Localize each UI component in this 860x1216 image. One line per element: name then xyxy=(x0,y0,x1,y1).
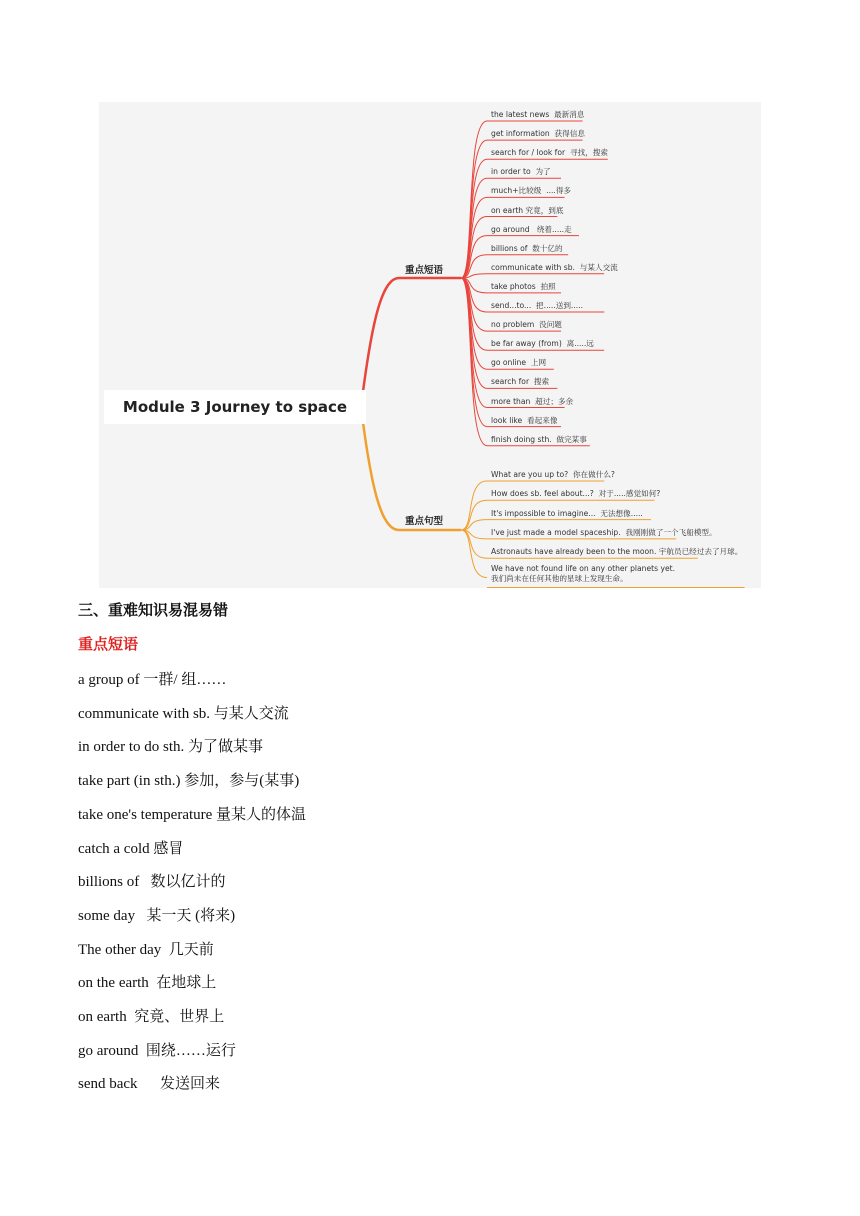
phrase-leaf: take photos 拍照 xyxy=(491,281,556,291)
phrase-leaf: in order to 为了 xyxy=(491,167,551,177)
phrase-leaf: look like 看起来像 xyxy=(491,415,558,425)
sentence-leaf: Astronauts have already been to the moon. 宇航员已经过去了月球。 xyxy=(491,547,743,557)
leaf-connector xyxy=(461,178,487,278)
section-heading: 三、重难知识易混易错 xyxy=(78,601,229,619)
phrase-item: The other day 几天前 xyxy=(78,941,214,958)
phrase-item: some day 某一天 (将来) xyxy=(78,907,236,924)
phrase-leaf: no problem 没问题 xyxy=(491,320,562,330)
phrase-leaf: communicate with sb. 与某人交流 xyxy=(491,262,618,272)
leaf-connector xyxy=(461,197,487,278)
phrase-leaf: much+比较级 ....得多 xyxy=(491,186,572,196)
phrase-item: take part (in sth.) 参加，参与(某事) xyxy=(78,773,300,790)
mindmap-image xyxy=(99,102,761,588)
phrase-item: in order to do sth. 为了做某事 xyxy=(78,739,263,756)
phrase-leaf: finish doing sth. 做完某事 xyxy=(491,434,587,444)
leaf-connector xyxy=(461,500,487,530)
phrase-leaf: search for 搜索 xyxy=(491,377,550,387)
branch-label-phrases: 重点短语 xyxy=(405,265,444,276)
phrase-item: take one's temperature 量某人的体温 xyxy=(78,806,307,823)
phrase-item: a group of 一群/ 组…… xyxy=(78,672,227,688)
phrase-leaf: search for / look for 寻找，搜索 xyxy=(491,148,608,158)
phrase-item: catch a cold 感冒 xyxy=(78,840,184,857)
phrase-leaf: the latest news 最新消息 xyxy=(491,110,585,119)
phrase-leaf: be far away (from) 离.....远 xyxy=(491,339,594,349)
phrase-leaf: go online 上网 xyxy=(491,358,547,368)
phrase-leaf: get information 获得信息 xyxy=(491,129,585,139)
sentence-leaf: What are you up to? 你在做什么? xyxy=(491,470,615,479)
sentence-leaf: How does sb. feel about...? 对于.....感觉如何? xyxy=(491,489,661,499)
branch-connector xyxy=(361,278,461,407)
phrase-leaf: send...to... 把.....送到..... xyxy=(491,301,583,310)
phrase-leaf: billions of 数十亿的 xyxy=(491,243,563,253)
sentence-leaf: We have not found life on any other planets yet. 我们尚未在任何其他的星球上发现生命。 xyxy=(491,563,676,583)
phrase-item: on earth 究竟、世界上 xyxy=(78,1009,225,1025)
phrase-item: communicate with sb. 与某人交流 xyxy=(78,705,289,722)
branch-connector xyxy=(361,407,461,530)
phrase-item: billions of 数以亿计的 xyxy=(78,874,226,891)
phrase-leaf: more than 超过；多余 xyxy=(491,396,574,406)
branch-label-sentences: 重点句型 xyxy=(405,516,444,527)
sub-heading: 重点短语 xyxy=(78,635,139,653)
leaf-connector xyxy=(461,217,487,279)
sentence-leaf: I've just made a model spaceship. 我刚刚做了一个飞船模型。 xyxy=(491,527,717,537)
phrase-item: go around 围绕……运行 xyxy=(78,1042,236,1059)
leaf-connector xyxy=(461,278,487,369)
phrase-leaf: on earth 究竟，到底 xyxy=(491,205,564,215)
sentence-leaf: It's impossible to imagine... 无法想像..... xyxy=(491,508,643,518)
mindmap-root: Module 3 Journey to space xyxy=(104,390,366,424)
phrase-item: on the earth 在地球上 xyxy=(78,975,217,992)
phrase-item: send back 发送回来 xyxy=(78,1076,221,1093)
leaf-connector xyxy=(461,530,487,558)
phrase-leaf: go around 绕着.....走 xyxy=(491,224,572,234)
